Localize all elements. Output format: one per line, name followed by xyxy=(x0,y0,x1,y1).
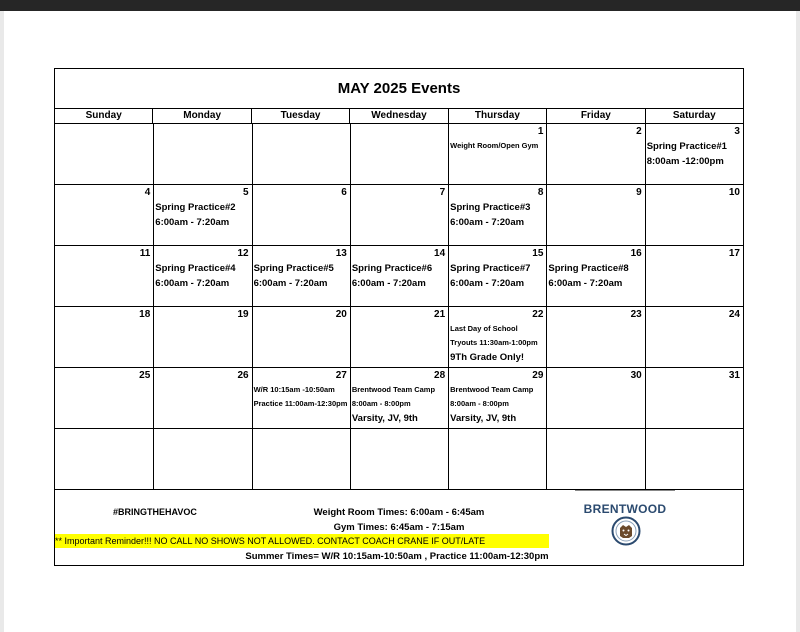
event-block xyxy=(254,261,349,291)
day-cell xyxy=(153,246,251,307)
day-number: 25 xyxy=(139,370,151,381)
day-number: 21 xyxy=(434,309,446,320)
event-block xyxy=(647,139,742,169)
event-block xyxy=(450,261,545,291)
event-line: Practice 11:00am-12:30pm xyxy=(253,399,348,408)
day-cell xyxy=(448,368,546,429)
weight-room-times: Weight Room Times: 6:00am - 6:45am xyxy=(313,507,485,518)
event-line: Brentwood Team Camp xyxy=(450,385,534,394)
event-line: Spring Practice#2 xyxy=(155,202,236,213)
event-line: 8:00am -12:00pm xyxy=(646,156,724,167)
day-cell xyxy=(645,185,743,246)
event-block xyxy=(450,383,545,426)
day-cell xyxy=(448,185,546,246)
day-number: 20 xyxy=(335,309,347,320)
day-cell xyxy=(546,429,644,490)
logo-wordmark: BRENTWOOD xyxy=(583,502,667,516)
day-cell xyxy=(350,185,448,246)
day-cell xyxy=(350,307,448,368)
day-number: 1 xyxy=(537,126,544,137)
document-page xyxy=(4,11,796,632)
window-top-bar xyxy=(0,0,800,11)
event-line: 6:00am - 7:20am xyxy=(155,217,230,228)
day-cell xyxy=(252,429,350,490)
day-number: 29 xyxy=(532,370,544,381)
day-number: 4 xyxy=(144,187,151,198)
day-cell xyxy=(448,429,546,490)
hashtag-text: #BRINGTHEHAVOC xyxy=(113,507,197,517)
calendar-grid xyxy=(55,124,743,490)
bear-emblem-icon xyxy=(611,516,641,546)
event-block xyxy=(352,261,447,291)
calendar xyxy=(54,68,744,566)
day-cell xyxy=(153,368,251,429)
event-block xyxy=(450,139,545,153)
event-block xyxy=(548,261,643,291)
day-number: 16 xyxy=(630,248,642,259)
day-number: 13 xyxy=(335,248,347,259)
event-block xyxy=(450,322,545,365)
day-cell xyxy=(55,429,153,490)
day-cell xyxy=(350,368,448,429)
event-line: Tryouts 11:30am-1:00pm xyxy=(450,338,538,347)
day-number: 23 xyxy=(630,309,642,320)
weekday-header xyxy=(55,109,743,124)
weekday-sunday: Sunday xyxy=(85,110,122,121)
day-number: 6 xyxy=(341,187,347,198)
event-line: 9Th Grade Only! xyxy=(450,352,525,363)
event-line: 6:00am - 7:20am xyxy=(351,278,426,289)
day-number: 5 xyxy=(243,187,249,198)
calendar-title: MAY 2025 Events xyxy=(55,69,743,109)
event-line: 6:00am - 7:20am xyxy=(155,278,230,289)
event-block xyxy=(254,383,349,411)
day-cell xyxy=(546,185,644,246)
day-number: 22 xyxy=(532,309,544,320)
weekday-monday: Monday xyxy=(152,109,250,123)
event-line: 6:00am - 7:20am xyxy=(548,278,623,289)
event-line: 6:00am - 7:20am xyxy=(253,278,328,289)
event-line: Spring Practice#7 xyxy=(450,263,531,274)
event-line: Spring Practice#6 xyxy=(351,263,433,274)
event-line: Brentwood Team Camp xyxy=(351,385,436,394)
event-line: 8:00am - 8:00pm xyxy=(450,399,509,408)
day-cell xyxy=(153,185,251,246)
logo-rule xyxy=(575,490,675,491)
event-line: Spring Practice#3 xyxy=(450,202,531,213)
day-cell xyxy=(645,368,743,429)
day-number: 9 xyxy=(636,187,642,198)
weekday-friday: Friday xyxy=(546,109,644,123)
event-line: Spring Practice#5 xyxy=(253,263,334,274)
event-line: 8:00am - 8:00pm xyxy=(351,399,411,408)
day-number: 30 xyxy=(630,370,642,381)
calendar-footer xyxy=(55,490,743,564)
day-number: 24 xyxy=(728,309,740,320)
day-cell xyxy=(546,368,644,429)
day-cell xyxy=(55,124,153,185)
day-cell xyxy=(55,246,153,307)
gym-times: Gym Times: 6:45am - 7:15am xyxy=(333,522,465,533)
day-number: 3 xyxy=(734,126,740,137)
day-number: 15 xyxy=(532,248,544,259)
day-cell xyxy=(55,185,153,246)
day-number: 17 xyxy=(728,248,740,259)
event-block xyxy=(155,200,250,230)
brentwood-logo xyxy=(575,490,675,550)
event-line: 6:00am - 7:20am xyxy=(450,217,525,228)
weekday-saturday: Saturday xyxy=(645,109,743,123)
event-line: W/R 10:15am -10:50am xyxy=(253,385,335,394)
day-number: 11 xyxy=(139,248,151,259)
weekday-thursday: Thursday xyxy=(448,109,546,123)
day-number: 31 xyxy=(728,370,740,381)
day-number: 10 xyxy=(728,187,740,198)
day-cell xyxy=(645,307,743,368)
day-number: 26 xyxy=(237,370,249,381)
day-cell xyxy=(153,429,251,490)
event-line: Spring Practice#8 xyxy=(548,263,629,274)
important-reminder: ** Important Reminder!!! NO CALL NO SHOWS NOT ALLOWED. CONTACT COACH CRANE IF OUT/LATE xyxy=(55,534,549,548)
weekday-wednesday: Wednesday xyxy=(349,109,447,123)
day-cell xyxy=(350,429,448,490)
day-cell xyxy=(55,307,153,368)
day-cell xyxy=(55,368,153,429)
event-line: Last Day of School xyxy=(450,324,518,333)
event-line: Weight Room/Open Gym xyxy=(450,141,539,150)
day-cell xyxy=(448,246,546,307)
day-cell xyxy=(350,246,448,307)
event-block xyxy=(450,200,545,230)
day-cell xyxy=(252,368,350,429)
event-line: Varsity, JV, 9th xyxy=(450,413,517,424)
event-block xyxy=(155,261,250,291)
day-cell xyxy=(252,124,350,185)
day-cell xyxy=(153,124,251,185)
day-cell xyxy=(546,246,644,307)
weekday-tuesday: Tuesday xyxy=(251,109,349,123)
day-number: 27 xyxy=(335,370,347,381)
day-cell xyxy=(252,185,350,246)
day-number: 19 xyxy=(237,309,249,320)
event-line: Spring Practice#1 xyxy=(646,141,727,152)
event-line: 6:00am - 7:20am xyxy=(450,278,525,289)
day-cell xyxy=(448,307,546,368)
event-line: Varsity, JV, 9th xyxy=(351,413,418,424)
day-cell xyxy=(153,307,251,368)
day-cell xyxy=(645,246,743,307)
day-cell xyxy=(546,307,644,368)
day-cell xyxy=(252,307,350,368)
day-number: 28 xyxy=(434,370,446,381)
summer-times: Summer Times= W/R 10:15am-10:50am , Practice 11:00am-12:30pm xyxy=(245,551,549,562)
day-number: 12 xyxy=(237,248,249,259)
day-cell xyxy=(252,246,350,307)
day-cell xyxy=(350,124,448,185)
event-block xyxy=(352,383,447,426)
day-number: 2 xyxy=(636,126,642,137)
day-cell xyxy=(645,429,743,490)
day-number: 7 xyxy=(439,187,446,198)
day-number: 14 xyxy=(434,248,446,259)
day-cell xyxy=(645,124,743,185)
day-cell xyxy=(546,124,644,185)
day-number: 8 xyxy=(537,187,544,198)
day-number: 18 xyxy=(139,309,151,320)
event-line: Spring Practice#4 xyxy=(155,263,236,274)
day-cell xyxy=(448,124,546,185)
